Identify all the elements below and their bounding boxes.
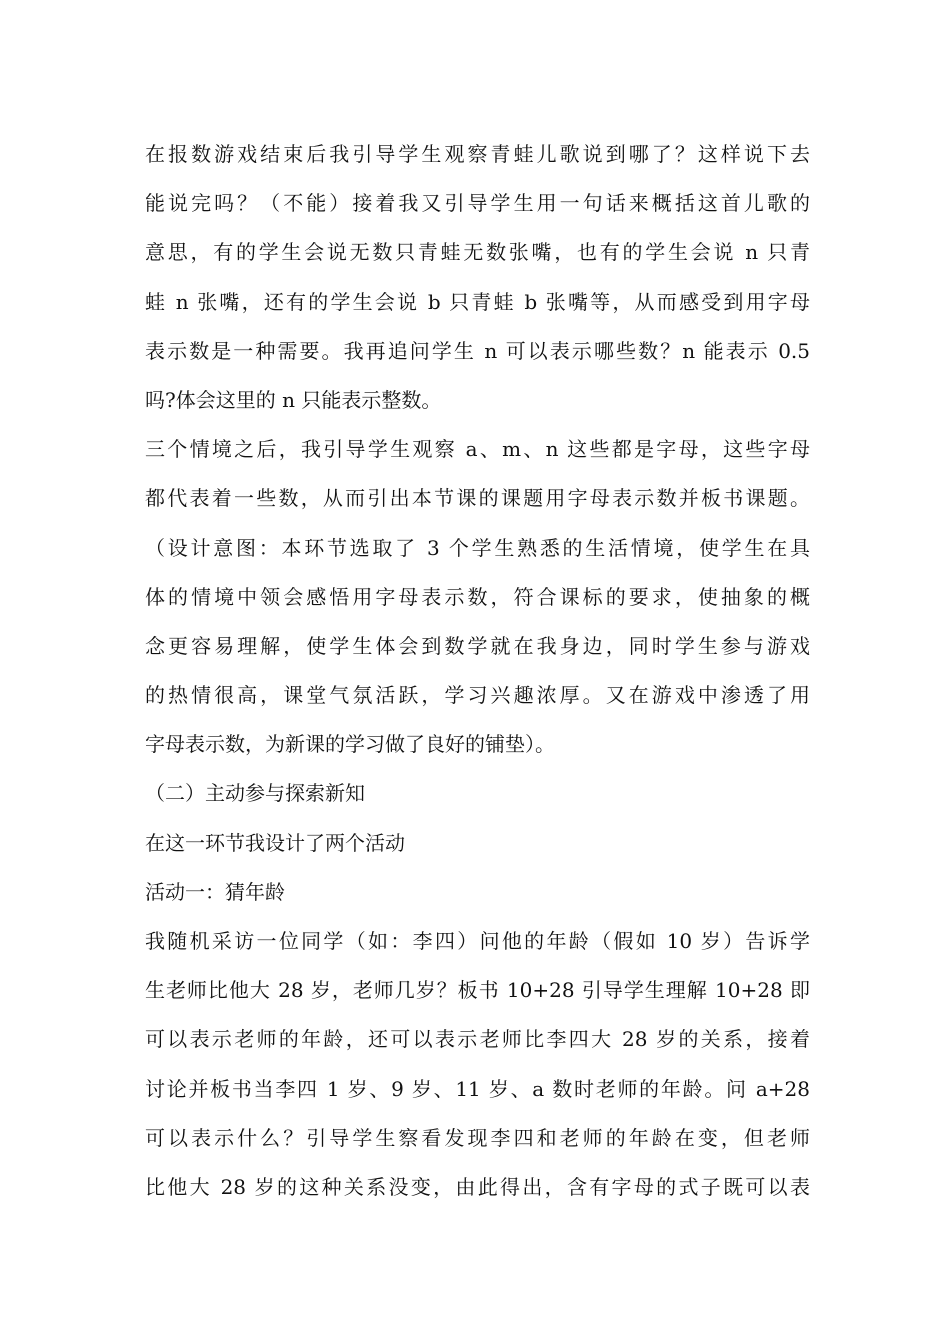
text-line-2: 能说完吗？（不能）接着我又引导学生用一句话来概括这首儿歌的 — [145, 191, 810, 216]
text-line-19: 可以表示老师的年龄，还可以表示老师比李四大 28 岁的关系，接着 — [145, 1027, 810, 1052]
text-line-3: 意思，有的学生会说无数只青蛙无数张嘴，也有的学生会说 n 只青 — [145, 240, 810, 265]
text-line-1: 在报数游戏结束后我引导学生观察青蛙儿歌说到哪了？这样说下去 — [145, 142, 810, 166]
text-line-10: 体的情境中领会感悟用字母表示数，符合课标的要求，使抽象的概 — [145, 584, 810, 609]
text-line-6: 吗?体会这里的 n 只能表示整数。 — [145, 387, 442, 412]
text-line-11: 念更容易理解，使学生体会到数学就在我身边，同时学生参与游戏 — [145, 633, 810, 658]
text-line-18: 生老师比他大 28 岁，老师几岁？板书 10+28 引导学生理解 10+28 即 — [145, 978, 810, 1003]
text-line-13: 字母表示数，为新课的学习做了良好的铺垫）。 — [145, 732, 555, 757]
text-line-9: （设计意图：本环节选取了 3 个学生熟悉的生活情境，使学生在具 — [145, 535, 810, 560]
activity-heading: 活动一：猜年龄 — [145, 879, 285, 904]
text-line-5: 表示数是一种需要。我再追问学生 n 可以表示哪些数？n 能表示 0.5 — [145, 338, 810, 363]
text-line-15: 在这一环节我设计了两个活动 — [145, 830, 405, 855]
text-line-22: 比他大 28 岁的这种关系没变，由此得出，含有字母的式子既可以表 — [145, 1174, 810, 1199]
text-line-8: 都代表着一些数，从而引出本节课的课题用字母表示数并板书课题。 — [145, 486, 810, 511]
text-line-21: 可以表示什么？引导学生察看发现李四和老师的年龄在变，但老师 — [145, 1125, 810, 1150]
text-line-12: 的热情很高，课堂气氛活跃，学习兴趣浓厚。又在游戏中渗透了用 — [145, 683, 810, 708]
text-line-4: 蛙 n 张嘴，还有的学生会说 b 只青蛙 b 张嘴等，从而感受到用字母 — [145, 289, 810, 314]
text-line-7: 三个情境之后，我引导学生观察 a、m、n 这些都是字母，这些字母 — [145, 437, 810, 462]
text-line-17: 我随机采访一位同学（如：李四）问他的年龄（假如 10 岁）告诉学 — [145, 929, 810, 953]
document-body — [145, 130, 810, 1212]
text-line-20: 讨论并板书当李四 1 岁、9 岁、11 岁、a 数时老师的年龄。问 a+28 — [145, 1076, 810, 1101]
section-heading: （二）主动参与探索新知 — [145, 781, 365, 806]
